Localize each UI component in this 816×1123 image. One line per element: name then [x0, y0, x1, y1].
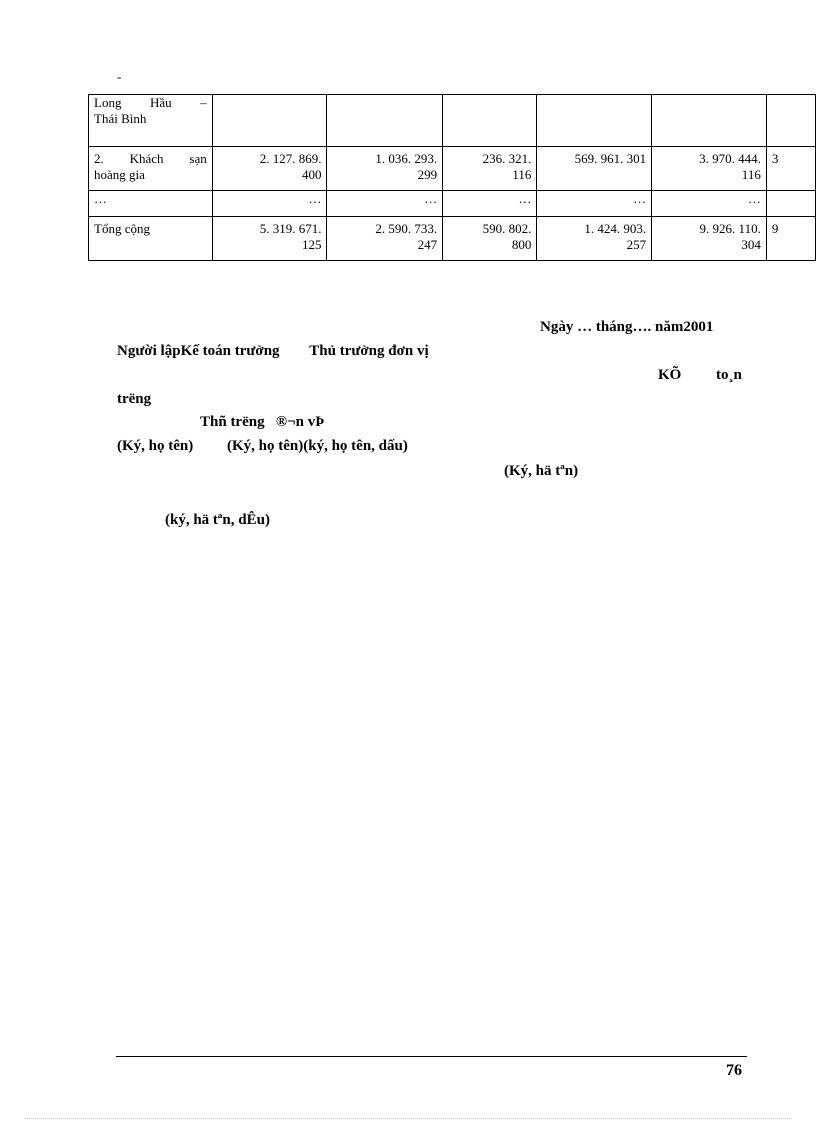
table-cell-name: 2. Khách sạn hoàng gia	[89, 147, 213, 191]
garbled-sign-instruction-2: (ký, hä tªn, dÊu)	[165, 512, 270, 528]
table-cell-name: Long Hầu – Thái Bình	[89, 95, 213, 147]
page-bottom-border	[24, 1118, 792, 1119]
garbled-chief-accountant-1: KÕ	[658, 367, 682, 383]
footer-rule	[116, 1056, 747, 1057]
table-cell	[766, 191, 815, 217]
table-cell: …	[537, 191, 652, 217]
top-dash: -	[117, 69, 122, 84]
table-cell: 9. 926. 110. 304	[652, 217, 767, 261]
table-cell: …	[212, 191, 327, 217]
table-cell: 3	[766, 147, 815, 191]
table-cell: 5. 319. 671. 125	[212, 217, 327, 261]
table-cell	[537, 95, 652, 147]
table-cell-name: Tổng cộng	[89, 217, 213, 261]
table-row	[89, 147, 816, 191]
table-cell: …	[652, 191, 767, 217]
table-row	[89, 217, 816, 261]
table-cell: 1. 036. 293. 299	[327, 147, 443, 191]
table-cell: 9	[766, 217, 815, 261]
financial-table	[88, 94, 816, 261]
table-cell: 2. 590. 733. 247	[327, 217, 443, 261]
table-cell: 3. 970. 444. 116	[652, 147, 767, 191]
table-cell	[212, 95, 327, 147]
table-cell: …	[327, 191, 443, 217]
table-row	[89, 191, 816, 217]
garbled-chief-accountant-3: trëng	[117, 391, 152, 407]
table-cell: …	[443, 191, 537, 217]
table-row	[89, 95, 816, 147]
table-cell	[652, 95, 767, 147]
table-cell	[327, 95, 443, 147]
table-cell: 2. 127. 869. 400	[212, 147, 327, 191]
table-cell: 569. 961. 301	[537, 147, 652, 191]
table-cell: 1. 424. 903. 257	[537, 217, 652, 261]
table-cell: 236. 321. 116	[443, 147, 537, 191]
garbled-unit-head: Thñ trëng ®¬n vÞ	[200, 414, 325, 430]
signature-titles: Người lậpKế toán trưởng Thủ trưởng đơn vị	[117, 343, 429, 359]
date-line: Ngày … tháng…. năm2001	[540, 319, 714, 335]
table-cell	[443, 95, 537, 147]
page-number: 76	[726, 1062, 742, 1079]
garbled-chief-accountant-2: to¸n	[716, 367, 742, 383]
signature-instructions: (Ký, họ tên) (Ký, họ tên)(ký, họ tên, dấu)	[117, 438, 408, 454]
table-cell	[766, 95, 815, 147]
table-cell: 590. 802. 800	[443, 217, 537, 261]
table-cell-name: …	[89, 191, 213, 217]
garbled-sign-instruction-1: (Ký, hä tªn)	[504, 463, 579, 479]
